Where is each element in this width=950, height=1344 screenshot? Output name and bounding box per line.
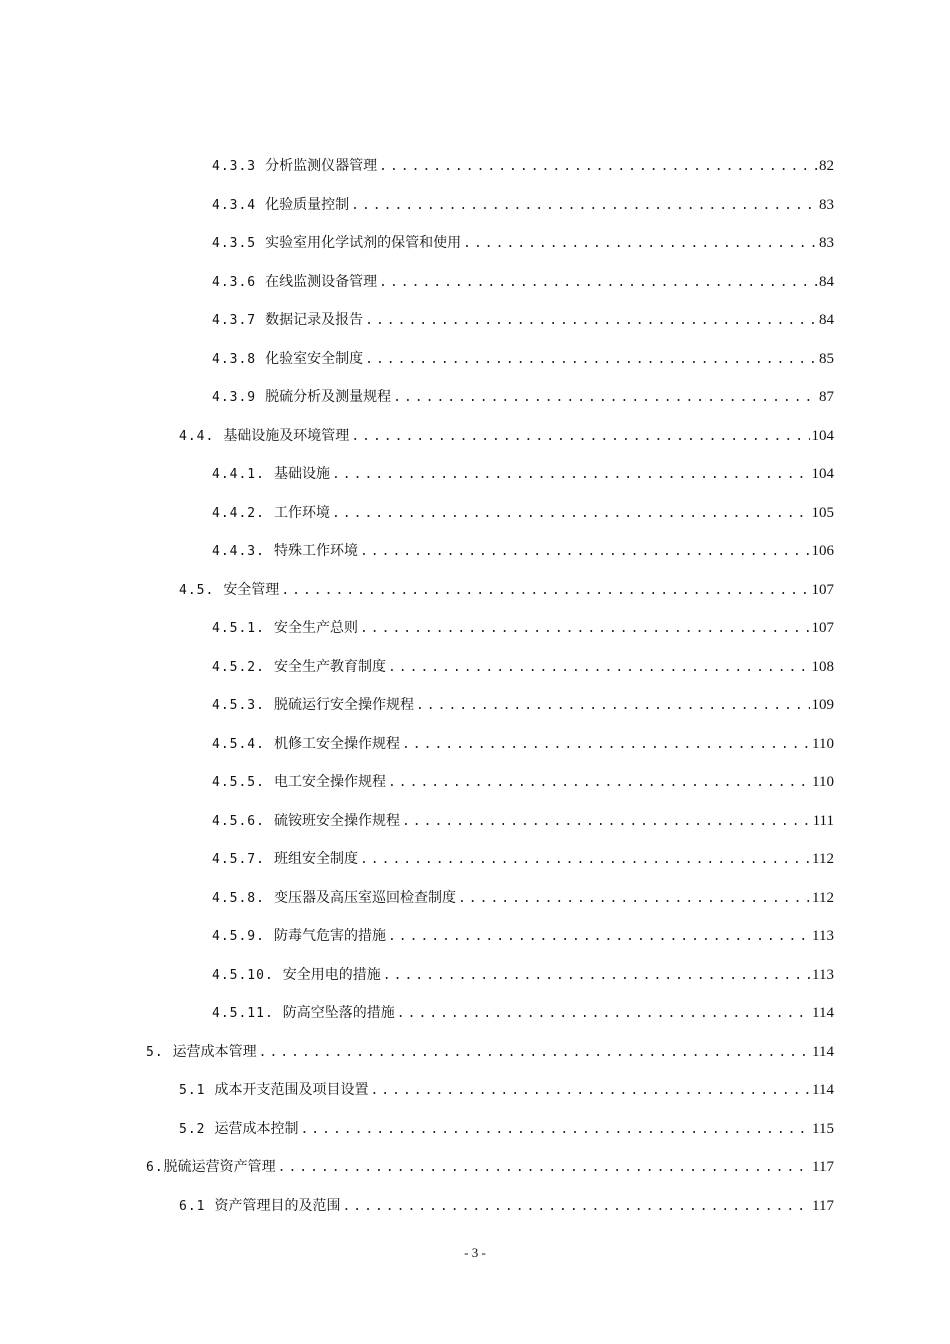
toc-entry-4-5-9[interactable]	[212, 918, 834, 954]
toc-title: 成本开支范围及项目设置	[214, 1082, 369, 1098]
toc-page-number: 106	[811, 543, 834, 559]
toc-leader-dots	[383, 958, 810, 994]
toc-leader-dots	[351, 188, 817, 224]
toc-page-number: 104	[811, 428, 834, 444]
toc-leader-dots	[402, 727, 810, 763]
toc-leader-dots	[370, 1073, 810, 1109]
toc-number: 4.5.4.	[212, 737, 265, 752]
toc-leader-dots	[463, 226, 817, 262]
toc-title: 运营成本管理	[172, 1044, 257, 1060]
toc-page-number: 84	[819, 274, 834, 290]
toc-number: 4.5.11.	[212, 1006, 274, 1021]
toc-leader-dots	[388, 919, 810, 955]
toc-entry-4-5-2[interactable]	[212, 649, 834, 685]
toc-number: 4.5.8.	[212, 891, 265, 906]
toc-title: 工作环境	[273, 505, 330, 521]
toc-entry-4-3-3[interactable]	[212, 148, 834, 184]
toc-leader-dots	[259, 1035, 810, 1071]
toc-entry-4-5-5[interactable]	[212, 764, 834, 800]
toc-page-number: 113	[812, 928, 834, 944]
toc-page-number: 107	[811, 582, 834, 598]
toc-title: 基础设施及环境管理	[223, 428, 350, 444]
toc-title: 运营成本控制	[214, 1121, 299, 1137]
toc-number: 4.4.2.	[212, 506, 265, 521]
toc-entry-4-3-7[interactable]	[212, 302, 834, 338]
toc-leader-dots	[332, 496, 810, 532]
toc-page-number: 105	[811, 505, 834, 521]
toc-title: 机修工安全操作规程	[273, 736, 400, 752]
toc-page-number: 87	[819, 389, 834, 405]
toc-title: 脱硫运行安全操作规程	[273, 697, 414, 713]
toc-entry-4-5[interactable]	[179, 572, 834, 608]
toc-number: 4.5.5.	[212, 775, 265, 790]
toc-number: 4.3.3	[212, 159, 257, 174]
toc-leader-dots	[397, 996, 810, 1032]
toc-entry-4-3-5[interactable]	[212, 225, 834, 261]
toc-title: 基础设施	[273, 466, 330, 482]
toc-title: 资产管理目的及范围	[214, 1198, 341, 1214]
toc-number: 4.4.	[179, 429, 215, 444]
page-number-footer: - 3 -	[464, 1245, 486, 1260]
toc-number: 4.5.3.	[212, 698, 265, 713]
toc-title: 硫铵班安全操作规程	[273, 813, 400, 829]
toc-page-number: 107	[811, 620, 834, 636]
toc-entry-4-4-1[interactable]	[212, 456, 834, 492]
toc-title: 脱硫分析及测量规程	[265, 389, 392, 405]
toc-number: 4.3.6	[212, 275, 257, 290]
toc-title: 特殊工作环境	[273, 543, 358, 559]
toc-entry-5-2[interactable]	[179, 1111, 834, 1147]
toc-page-number: 108	[811, 659, 834, 675]
toc-entry-4-4-2[interactable]	[212, 495, 834, 531]
toc-leader-dots	[388, 650, 810, 686]
toc-number: 4.5.9.	[212, 929, 265, 944]
toc-title: 安全生产总则	[273, 620, 358, 636]
toc-entry-6-1[interactable]	[179, 1188, 834, 1224]
toc-title: 化验质量控制	[265, 197, 350, 213]
toc-leader-dots	[360, 534, 810, 570]
toc-title: 安全管理	[223, 582, 280, 598]
toc-leader-dots	[388, 765, 810, 801]
toc-number: 4.4.1.	[212, 467, 265, 482]
toc-page-number: 82	[819, 158, 834, 174]
toc-entry-4-5-6[interactable]	[212, 803, 834, 839]
toc-entry-6[interactable]	[146, 1149, 834, 1185]
toc-title: 实验室用化学试剂的保管和使用	[265, 235, 462, 251]
toc-number: 4.3.5	[212, 236, 257, 251]
toc-number: 4.4.3.	[212, 544, 265, 559]
toc-leader-dots	[393, 380, 817, 416]
toc-page-number: 110	[812, 736, 834, 752]
toc-page-number: 117	[812, 1159, 834, 1175]
toc-page-number: 114	[812, 1082, 834, 1098]
toc-entry-4-3-8[interactable]	[212, 341, 834, 377]
toc-entry-5[interactable]	[146, 1034, 834, 1070]
toc-number: 4.5.6.	[212, 814, 265, 829]
toc-number: 4.3.4	[212, 198, 257, 213]
toc-page-number: 111	[812, 813, 834, 829]
toc-leader-dots	[416, 688, 810, 724]
toc-number: 5.2	[179, 1122, 206, 1137]
toc-title: 变压器及高压室巡回检查制度	[273, 890, 456, 906]
toc-entry-4-5-10[interactable]	[212, 957, 834, 993]
toc-page-number: 115	[812, 1121, 834, 1137]
toc-leader-dots	[300, 1112, 810, 1148]
toc-entry-4-5-8[interactable]	[212, 880, 834, 916]
toc-page-number: 114	[812, 1044, 834, 1060]
toc-entry-4-5-4[interactable]	[212, 726, 834, 762]
toc-title: 安全生产教育制度	[273, 659, 386, 675]
toc-page-number: 114	[812, 1005, 834, 1021]
toc-entry-4-4-3[interactable]	[212, 533, 834, 569]
toc-entry-4-5-3[interactable]	[212, 687, 834, 723]
toc-page-number: 83	[819, 197, 834, 213]
toc-leader-dots	[342, 1189, 810, 1225]
toc-leader-dots	[458, 881, 810, 917]
toc-number: 4.5.7.	[212, 852, 265, 867]
toc-entry-4-5-11[interactable]	[212, 995, 834, 1031]
toc-number: 4.5.	[179, 583, 215, 598]
toc-title: 安全用电的措施	[282, 967, 381, 983]
toc-number: 4.5.1.	[212, 621, 265, 636]
toc-page-number: 85	[819, 351, 834, 367]
toc-leader-dots	[379, 149, 817, 185]
toc-page-number: 112	[812, 851, 834, 867]
toc-title: 化验室安全制度	[265, 351, 364, 367]
toc-number: 4.5.2.	[212, 660, 265, 675]
toc-page-number: 83	[819, 235, 834, 251]
toc-entry-4-3-6[interactable]	[212, 264, 834, 300]
toc-entry-4-3-9[interactable]	[212, 379, 834, 415]
toc-leader-dots	[278, 1150, 810, 1186]
toc-number: 4.3.8	[212, 352, 257, 367]
toc-leader-dots	[360, 842, 810, 878]
toc-number: 5.1	[179, 1083, 206, 1098]
toc-page-number: 112	[812, 890, 834, 906]
toc-leader-dots	[402, 804, 811, 840]
toc-title: 脱硫运营资产管理	[163, 1159, 276, 1175]
toc-page-number: 110	[812, 774, 834, 790]
toc-leader-dots	[365, 303, 817, 339]
toc-number: 6.1	[179, 1199, 206, 1214]
toc-title: 电工安全操作规程	[273, 774, 386, 790]
toc-title: 在线监测设备管理	[265, 274, 378, 290]
toc-number: 6.	[146, 1160, 164, 1175]
toc-title: 班组安全制度	[273, 851, 358, 867]
toc-leader-dots	[360, 611, 810, 647]
toc-page-number: 117	[812, 1198, 834, 1214]
toc-title: 数据记录及报告	[265, 312, 364, 328]
toc-page-number: 113	[812, 967, 834, 983]
toc-number: 5.	[146, 1045, 164, 1060]
toc-number: 4.5.10.	[212, 968, 274, 983]
toc-leader-dots	[379, 265, 817, 301]
toc-title: 防毒气危害的措施	[273, 928, 386, 944]
toc-page-number: 109	[811, 697, 834, 713]
toc-title: 分析监测仪器管理	[265, 158, 378, 174]
toc-leader-dots	[365, 342, 817, 378]
toc-page-number: 104	[811, 466, 834, 482]
toc-leader-dots	[332, 457, 810, 493]
toc-entry-5-1[interactable]	[179, 1072, 834, 1108]
toc-leader-dots	[351, 419, 809, 455]
toc-entry-4-5-1[interactable]	[212, 610, 834, 646]
toc-entry-4-3-4[interactable]	[212, 187, 834, 223]
toc-leader-dots	[281, 573, 809, 609]
toc-entry-4-4[interactable]	[179, 418, 834, 454]
toc-page-number: 84	[819, 312, 834, 328]
toc-title: 防高空坠落的措施	[282, 1005, 395, 1021]
toc-number: 4.3.9	[212, 390, 257, 405]
toc-entry-4-5-7[interactable]	[212, 841, 834, 877]
toc-number: 4.3.7	[212, 313, 257, 328]
